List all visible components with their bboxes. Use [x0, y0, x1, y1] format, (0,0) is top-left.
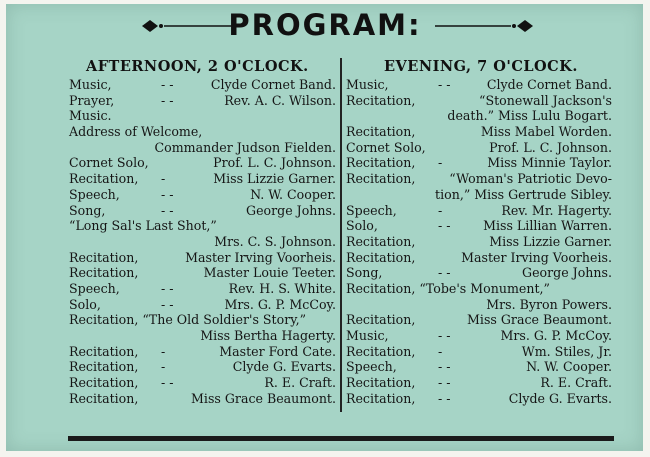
program-row: [69, 140, 336, 156]
program-row: [346, 140, 612, 156]
performer-name: Rev. H. S. White.: [228, 280, 336, 296]
performer-name: “Woman's Patriotic Devo-: [449, 171, 612, 187]
program-row: [346, 344, 612, 360]
evening-column: [346, 77, 612, 406]
leader-dashes: - -: [438, 328, 451, 343]
program-item-label: Cornet Solo,: [346, 139, 426, 155]
evening-heading: EVENING, 7 O'CLOCK.: [384, 58, 578, 75]
program-row: [69, 359, 336, 375]
program-item-label: Cornet Solo,: [69, 155, 149, 171]
program-row: [69, 155, 336, 171]
program-item-label: Solo,: [346, 218, 378, 234]
program-item-label: Recitation,: [69, 249, 139, 265]
performer-name: Miss Minnie Taylor.: [487, 155, 612, 171]
program-row: [69, 77, 336, 93]
performer-name: Rev. Mr. Hagerty.: [501, 202, 612, 218]
program-item-label: Recitation,: [346, 390, 416, 406]
program-item-label: Recitation,: [346, 124, 416, 140]
program-row: [69, 187, 336, 203]
performer-name: Clyde Cornet Band.: [210, 77, 336, 92]
program-item-label: Recitation,: [69, 359, 139, 375]
program-row: [346, 391, 612, 407]
leader-dashes: - -: [438, 375, 451, 391]
program-item-label: Music,: [346, 328, 389, 343]
leader-dashes: - -: [438, 77, 451, 92]
performer-name: tion,” Miss Gertrude Sibley.: [435, 186, 612, 202]
program-row: [346, 108, 612, 124]
program-item-label: Music,: [346, 77, 389, 92]
program-item-label: Recitation,: [346, 375, 416, 391]
leader-dashes: -: [438, 155, 443, 171]
performer-name: Master Louie Teeter.: [203, 265, 336, 281]
program-item-label: Recitation,: [346, 171, 416, 187]
leader-dashes: - -: [438, 265, 451, 281]
program-row: [346, 77, 612, 93]
program-item-label: Prayer,: [69, 92, 115, 108]
leader-dashes: -: [438, 343, 443, 359]
performer-name: Wm. Stiles, Jr.: [521, 343, 612, 359]
leader-dashes: - -: [161, 280, 174, 296]
program-item-label: Address of Welcome,: [69, 124, 203, 140]
program-row: [346, 234, 612, 250]
leader-dashes: - -: [161, 92, 174, 108]
afternoon-column: [69, 77, 336, 406]
performer-name: “Stonewall Jackson's: [479, 92, 612, 108]
program-row: [69, 297, 336, 313]
program-item-label: Speech,: [346, 202, 397, 218]
leader-dashes: - -: [438, 359, 451, 375]
program-item-label: Music,: [69, 77, 112, 92]
program-item-label: Recitation, “The Old Soldier's Story,”: [69, 312, 307, 328]
leader-dashes: - -: [161, 296, 174, 312]
program-item-label: Recitation,: [69, 375, 139, 391]
program-item-label: “Long Sal's Last Shot,”: [69, 218, 217, 234]
program-item-label: Speech,: [69, 280, 120, 296]
performer-name: N. W. Cooper.: [526, 359, 612, 375]
program-row: [346, 218, 612, 234]
program-row: [346, 312, 612, 328]
performer-name: R. E. Craft.: [264, 375, 336, 391]
program-row: [346, 265, 612, 281]
program-item-label: Solo,: [69, 296, 101, 312]
program-row: [69, 328, 336, 344]
performer-name: Clyde G. Evarts.: [508, 390, 612, 406]
performer-name: R. E. Craft.: [540, 375, 612, 391]
performer-name: Mrs. C. S. Johnson.: [214, 233, 336, 249]
performer-name: N. W. Cooper.: [250, 186, 336, 202]
program-row: [346, 375, 612, 391]
performer-name: Miss Lillian Warren.: [483, 218, 612, 234]
performer-name: Miss Grace Beaumont.: [467, 312, 612, 328]
program-item-label: Recitation,: [346, 233, 416, 249]
performer-name: Clyde Cornet Band.: [486, 77, 612, 92]
performer-name: George Johns.: [246, 202, 336, 218]
program-row: [346, 187, 612, 203]
leader-dashes: - -: [438, 390, 451, 406]
program-item-label: Recitation, “Tobe's Monument,”: [346, 280, 550, 296]
leader-dashes: - -: [161, 375, 174, 391]
performer-name: Commander Judson Fielden.: [154, 139, 336, 155]
program-row: [346, 281, 612, 297]
performer-name: Rev. A. C. Wilson.: [224, 92, 336, 108]
performer-name: Prof. L. C. Johnson.: [489, 139, 612, 155]
program-row: [69, 265, 336, 281]
afternoon-heading: AFTERNOON, 2 O'CLOCK.: [86, 58, 309, 75]
program-row: [69, 344, 336, 360]
program-item-label: Speech,: [346, 359, 397, 375]
program-row: [69, 93, 336, 109]
program-item-label: Recitation,: [346, 343, 416, 359]
program-item-label: Recitation,: [69, 343, 139, 359]
program-row: [69, 218, 336, 234]
program-row: [346, 124, 612, 140]
program-item-label: Song,: [69, 202, 106, 218]
program-title: PROGRAM:: [228, 8, 422, 42]
leader-dashes: - -: [438, 218, 451, 234]
leader-dashes: -: [161, 343, 166, 359]
program-item-label: Recitation,: [346, 249, 416, 265]
performer-name: Master Ford Cate.: [219, 343, 336, 359]
performer-name: Mrs. G. P. McCoy.: [500, 328, 612, 343]
performer-name: Mrs. Byron Powers.: [486, 296, 612, 312]
program-row: [69, 281, 336, 297]
program-row: [346, 250, 612, 266]
bottom-rule: [68, 436, 614, 441]
program-row: [69, 203, 336, 219]
program-row: [346, 328, 612, 344]
performer-name: George Johns.: [522, 265, 612, 281]
program-item-label: Recitation,: [69, 171, 139, 187]
leader-dashes: - -: [161, 186, 174, 202]
performer-name: Mrs. G. P. McCoy.: [224, 296, 336, 312]
program-row: [69, 375, 336, 391]
program-item-label: Recitation,: [69, 390, 139, 406]
program-row: [346, 203, 612, 219]
leader-dashes: -: [161, 359, 166, 375]
performer-name: Miss Bertha Hagerty.: [200, 328, 336, 343]
performer-name: Miss Mabel Worden.: [480, 124, 612, 140]
program-item-label: Recitation,: [69, 265, 139, 281]
program-row: [346, 171, 612, 187]
program-item-label: Recitation,: [346, 92, 416, 108]
program-row: [69, 171, 336, 187]
program-row: [346, 155, 612, 171]
performer-name: death.” Miss Lulu Bogart.: [447, 108, 612, 124]
program-item-label: Recitation,: [346, 312, 416, 328]
performer-name: Prof. L. C. Johnson.: [213, 155, 336, 171]
program-row: [69, 234, 336, 250]
program-row: [69, 108, 336, 124]
leader-dashes: -: [161, 171, 166, 187]
program-row: [69, 391, 336, 407]
performer-name: Master Irving Voorheis.: [185, 249, 336, 265]
program-row: [69, 124, 336, 140]
performer-name: Master Irving Voorheis.: [461, 249, 612, 265]
performer-name: Miss Lizzie Garner.: [489, 233, 612, 249]
performer-name: Clyde G. Evarts.: [232, 359, 336, 375]
program-item-label: Song,: [346, 265, 383, 281]
leader-dashes: -: [438, 202, 443, 218]
right-ornament-icon: [435, 18, 535, 34]
program-item-label: Recitation,: [346, 155, 416, 171]
performer-name: Miss Lizzie Garner.: [213, 171, 336, 187]
program-item-label: Music.: [69, 108, 112, 124]
program-row: [346, 93, 612, 109]
program-row: [69, 250, 336, 266]
program-row: [346, 359, 612, 375]
program-row: [69, 312, 336, 328]
performer-name: Miss Grace Beaumont.: [191, 390, 336, 406]
leader-dashes: - -: [161, 77, 174, 92]
leader-dashes: - -: [161, 202, 174, 218]
column-divider: [340, 58, 342, 412]
program-item-label: Speech,: [69, 186, 120, 202]
program-row: [346, 297, 612, 313]
